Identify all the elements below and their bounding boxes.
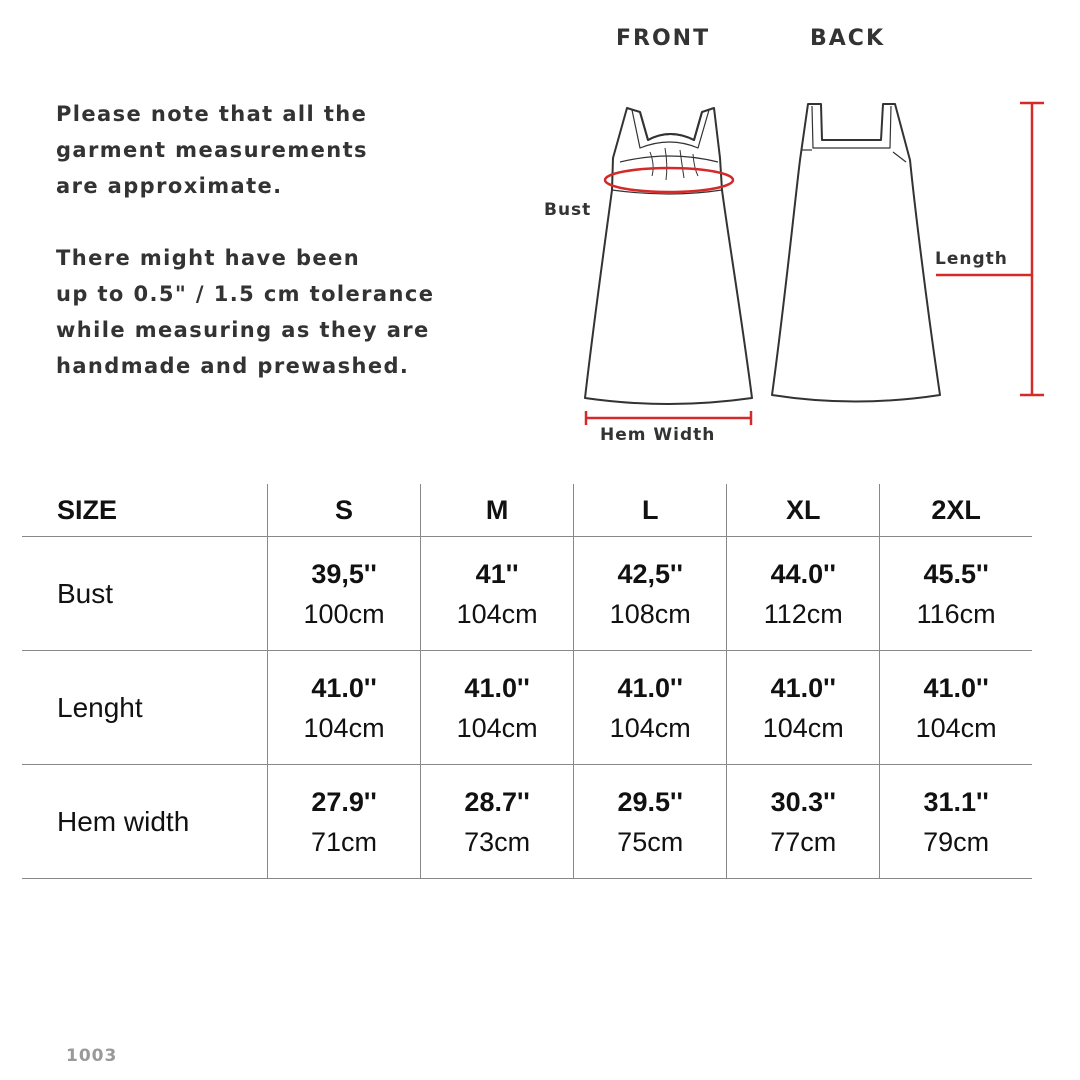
table-row-hem-width — [22, 765, 1032, 879]
inch-value: 41.0'' — [464, 672, 530, 703]
cm-value: 73cm — [464, 826, 531, 857]
cm-value: 104cm — [609, 712, 691, 743]
note-line: up to 0.5" / 1.5 cm tolerance — [56, 282, 435, 306]
table-cell — [727, 765, 880, 879]
cm-value: 79cm — [923, 826, 990, 857]
note-line: are approximate. — [56, 174, 283, 198]
table-cell — [268, 651, 421, 765]
bust-label: Bust — [544, 200, 592, 220]
inch-value: 30.3'' — [770, 786, 836, 817]
cm-value: 108cm — [609, 598, 691, 629]
size-column-header: SIZE — [22, 484, 268, 537]
inch-value: 41.0'' — [311, 672, 377, 703]
hem-width-label: Hem Width — [600, 425, 716, 445]
table-cell — [421, 765, 574, 879]
table-row-length — [22, 651, 1032, 765]
inch-value: 31.1'' — [923, 786, 989, 817]
cm-value: 71cm — [311, 826, 378, 857]
table-header-row — [22, 484, 1032, 537]
table-cell — [727, 537, 880, 651]
front-dress-illustration — [585, 108, 752, 404]
size-chart-table — [22, 484, 1032, 879]
table-cell — [574, 765, 727, 879]
inch-value: 42,5'' — [617, 558, 683, 589]
front-view-label: FRONT — [616, 26, 711, 51]
inch-value: 29.5'' — [617, 786, 683, 817]
table-cell — [880, 537, 1032, 651]
hem-width-measure-line — [586, 411, 751, 425]
cm-value: 75cm — [617, 826, 684, 857]
cm-value: 112cm — [763, 598, 843, 629]
row-label: Lenght — [22, 651, 268, 765]
table-cell — [727, 651, 880, 765]
inch-value: 41.0'' — [923, 672, 989, 703]
inch-value: 41'' — [475, 558, 519, 589]
row-label: Bust — [22, 537, 268, 651]
cm-value: 116cm — [916, 598, 996, 629]
size-header-s: S — [268, 484, 421, 537]
back-dress-illustration — [772, 104, 940, 402]
note-line: handmade and prewashed. — [56, 354, 410, 378]
cm-value: 104cm — [456, 598, 538, 629]
inch-value: 44.0'' — [770, 558, 836, 589]
inch-value: 28.7'' — [464, 786, 530, 817]
inch-value: 27.9'' — [311, 786, 377, 817]
table-cell — [880, 765, 1032, 879]
cm-value: 100cm — [303, 598, 385, 629]
inch-value: 39,5'' — [311, 558, 377, 589]
size-header-2xl: 2XL — [880, 484, 1032, 537]
cm-value: 104cm — [762, 712, 844, 743]
note-line: There might have been — [56, 246, 361, 270]
table-cell — [268, 537, 421, 651]
table-cell — [421, 537, 574, 651]
table-row-bust — [22, 537, 1032, 651]
table-cell — [574, 537, 727, 651]
row-label: Hem width — [22, 765, 268, 879]
cm-value: 77cm — [770, 826, 837, 857]
table-cell — [421, 651, 574, 765]
note-line: while measuring as they are — [56, 318, 430, 342]
table-cell — [268, 765, 421, 879]
cm-value: 104cm — [915, 712, 997, 743]
size-header-m: M — [421, 484, 574, 537]
note-line: Please note that all the — [56, 102, 368, 126]
cm-value: 104cm — [303, 712, 385, 743]
inch-value: 45.5'' — [923, 558, 989, 589]
size-header-xl: XL — [727, 484, 880, 537]
size-header-l: L — [574, 484, 727, 537]
cm-value: 104cm — [456, 712, 538, 743]
table-cell — [880, 651, 1032, 765]
note-line: garment measurements — [56, 138, 368, 162]
product-code: 1003 — [66, 1046, 118, 1066]
table-cell — [574, 651, 727, 765]
inch-value: 41.0'' — [617, 672, 683, 703]
length-label: Length — [935, 249, 1008, 269]
inch-value: 41.0'' — [770, 672, 836, 703]
garment-diagram — [0, 0, 1080, 460]
back-view-label: BACK — [810, 26, 885, 51]
